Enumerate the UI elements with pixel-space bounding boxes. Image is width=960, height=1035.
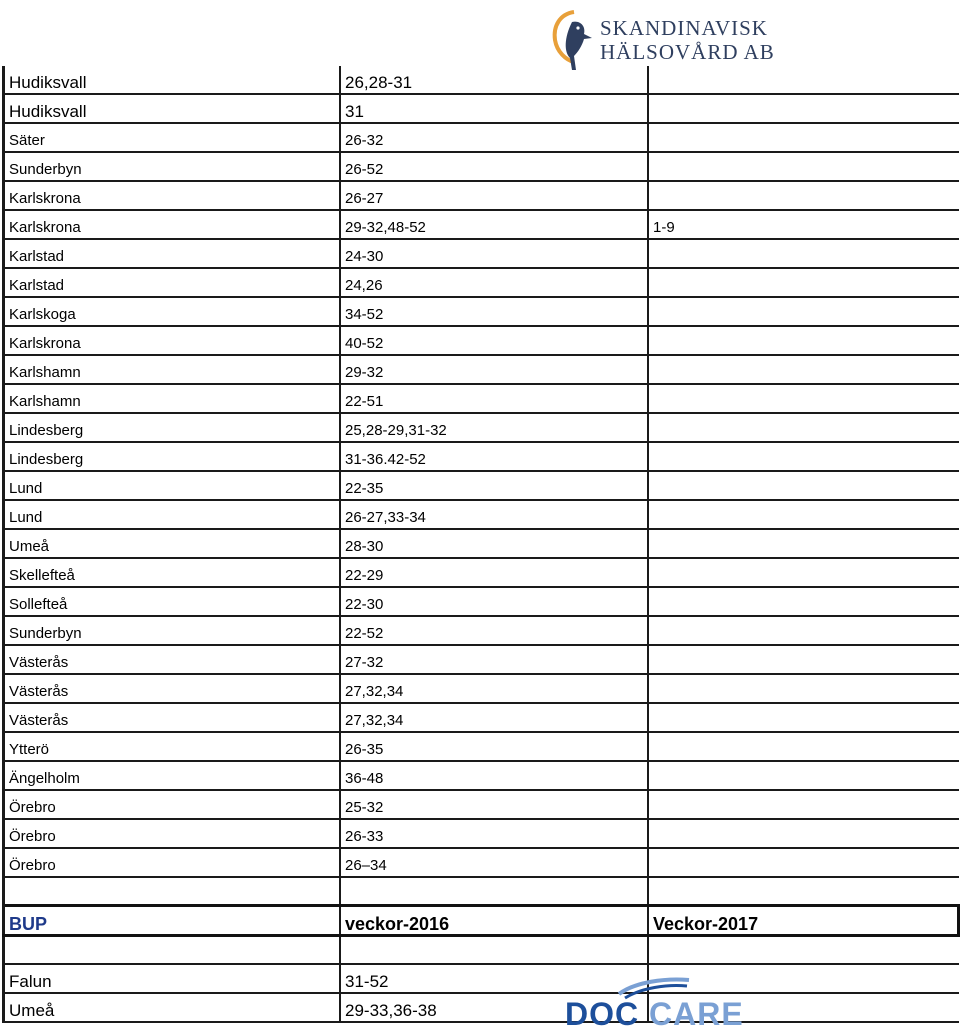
weeks-2017-cell xyxy=(648,471,959,500)
city-cell: Lund xyxy=(4,471,341,500)
table-row xyxy=(4,790,959,819)
city-cell: Karlshamn xyxy=(4,355,341,384)
table-row xyxy=(4,297,959,326)
weeks-2017-cell xyxy=(648,181,959,210)
city-cell: Hudiksvall xyxy=(4,94,341,123)
weeks-2017-cell xyxy=(648,761,959,790)
weeks-2017-cell xyxy=(648,848,959,877)
table-row xyxy=(4,558,959,587)
weeks-2016-cell: 24,26 xyxy=(340,268,648,297)
brand-line-1: SKANDINAVISK xyxy=(600,16,768,40)
empty-cell xyxy=(648,877,959,906)
weeks-2017-cell xyxy=(648,500,959,529)
city-cell: Lund xyxy=(4,500,341,529)
weeks-2017-cell xyxy=(648,239,959,268)
table-row xyxy=(4,239,959,268)
city-cell: Karlstad xyxy=(4,268,341,297)
city-cell: Karlskrona xyxy=(4,210,341,239)
weeks-2017-cell xyxy=(648,616,959,645)
brand-doc: DOC xyxy=(565,996,640,1032)
table-row xyxy=(4,732,959,761)
city-cell: Umeå xyxy=(4,529,341,558)
weeks-2016-cell: 24-30 xyxy=(340,239,648,268)
city-cell: Örebro xyxy=(4,819,341,848)
weeks-2017-cell xyxy=(648,94,959,123)
city-cell: Ängelholm xyxy=(4,761,341,790)
table-row xyxy=(4,877,959,906)
weeks-2016-cell: 27-32 xyxy=(340,645,648,674)
table-row xyxy=(4,355,959,384)
table-row xyxy=(4,848,959,877)
weeks-2017-cell xyxy=(648,123,959,152)
city-cell: Karlstad xyxy=(4,239,341,268)
weeks-2016-cell: 29-32 xyxy=(340,355,648,384)
city-cell: Lindesberg xyxy=(4,442,341,471)
table-row xyxy=(4,529,959,558)
weeks-2017-cell xyxy=(648,413,959,442)
weeks-2017-cell xyxy=(648,442,959,471)
weeks-2016-cell: 26-52 xyxy=(340,152,648,181)
city-cell: Örebro xyxy=(4,790,341,819)
city-cell: Sunderbyn xyxy=(4,152,341,181)
city-cell: Ytterö xyxy=(4,732,341,761)
bird-silhouette-icon xyxy=(550,8,598,74)
weeks-2016-cell: 36-48 xyxy=(340,761,648,790)
weeks-2016-cell: 22-35 xyxy=(340,471,648,500)
table-row xyxy=(4,326,959,355)
weeks-2016-cell: 31-52 xyxy=(340,964,648,993)
weeks-2016-header: veckor-2016 xyxy=(340,906,648,936)
table-row xyxy=(4,936,959,965)
table-row xyxy=(4,703,959,732)
weeks-2016-cell: 29-33,36-38 xyxy=(340,993,648,1022)
weeks-2016-cell: 26–34 xyxy=(340,848,648,877)
city-cell: Sollefteå xyxy=(4,587,341,616)
weeks-2017-cell xyxy=(648,732,959,761)
weeks-2017-cell xyxy=(648,703,959,732)
placement-table xyxy=(2,66,960,1023)
doc-care-logo xyxy=(565,972,745,1032)
table-row xyxy=(4,181,959,210)
empty-cell xyxy=(340,936,648,965)
brand-care: CARE xyxy=(649,996,744,1032)
weeks-2016-cell: 26,28-31 xyxy=(340,66,648,94)
city-cell: Sunderbyn xyxy=(4,616,341,645)
city-cell: Örebro xyxy=(4,848,341,877)
weeks-2016-cell: 34-52 xyxy=(340,297,648,326)
weeks-2017-cell xyxy=(648,529,959,558)
table-row xyxy=(4,471,959,500)
city-cell: Umeå xyxy=(4,993,341,1022)
empty-cell xyxy=(648,936,959,965)
weeks-2017-cell xyxy=(648,790,959,819)
table-row xyxy=(4,152,959,181)
weeks-2016-cell: 25-32 xyxy=(340,790,648,819)
table-row xyxy=(4,674,959,703)
weeks-2016-cell: 26-32 xyxy=(340,123,648,152)
table-row xyxy=(4,94,959,123)
weeks-2017-cell xyxy=(648,674,959,703)
table-row xyxy=(4,123,959,152)
city-cell: Västerås xyxy=(4,674,341,703)
empty-cell xyxy=(4,877,341,906)
table-row xyxy=(4,993,959,1022)
city-cell: Karlshamn xyxy=(4,384,341,413)
city-cell: Skellefteå xyxy=(4,558,341,587)
weeks-2016-cell: 40-52 xyxy=(340,326,648,355)
table-row xyxy=(4,964,959,993)
table-row xyxy=(4,210,959,239)
weeks-2017-cell: 1-9 xyxy=(648,210,959,239)
table-row xyxy=(4,819,959,848)
weeks-2016-cell: 26-27 xyxy=(340,181,648,210)
table-body xyxy=(4,66,959,1022)
weeks-2016-cell: 31-36.42-52 xyxy=(340,442,648,471)
brand-line-2: HÄLSOVÅRD AB xyxy=(600,40,775,64)
weeks-2016-cell: 26-33 xyxy=(340,819,648,848)
weeks-2016-cell: 22-51 xyxy=(340,384,648,413)
weeks-2016-cell: 22-29 xyxy=(340,558,648,587)
weeks-2016-cell: 27,32,34 xyxy=(340,703,648,732)
weeks-2016-cell: 25,28-29,31-32 xyxy=(340,413,648,442)
skandinavisk-halsovard-logo xyxy=(550,8,775,74)
table-row xyxy=(4,645,959,674)
empty-cell xyxy=(340,877,648,906)
weeks-2017-cell xyxy=(648,152,959,181)
city-cell: Karlskrona xyxy=(4,181,341,210)
weeks-2017-cell xyxy=(648,645,959,674)
city-cell: Karlskrona xyxy=(4,326,341,355)
bup-section-header: BUP xyxy=(4,906,341,936)
city-cell: Säter xyxy=(4,123,341,152)
weeks-2017-cell xyxy=(648,326,959,355)
city-cell: Västerås xyxy=(4,645,341,674)
weeks-2016-cell: 31 xyxy=(340,94,648,123)
weeks-2017-cell xyxy=(648,819,959,848)
table-row xyxy=(4,587,959,616)
weeks-2016-cell: 28-30 xyxy=(340,529,648,558)
empty-cell xyxy=(4,936,341,965)
weeks-2017-header: Veckor-2017 xyxy=(648,906,959,936)
weeks-2016-cell: 22-30 xyxy=(340,587,648,616)
brand-text xyxy=(565,996,744,1033)
weeks-2016-cell: 29-32,48-52 xyxy=(340,210,648,239)
table-row xyxy=(4,761,959,790)
weeks-2016-cell: 27,32,34 xyxy=(340,674,648,703)
weeks-2017-cell xyxy=(648,297,959,326)
weeks-2017-cell xyxy=(648,384,959,413)
table-row xyxy=(4,66,959,94)
city-cell: Hudiksvall xyxy=(4,66,341,94)
weeks-2016-cell: 22-52 xyxy=(340,616,648,645)
city-cell: Västerås xyxy=(4,703,341,732)
table-row xyxy=(4,268,959,297)
table-row xyxy=(4,616,959,645)
table-row xyxy=(4,442,959,471)
weeks-2017-cell xyxy=(648,558,959,587)
table-row xyxy=(4,906,959,936)
table-row xyxy=(4,384,959,413)
weeks-2017-cell xyxy=(648,268,959,297)
weeks-2017-cell xyxy=(648,355,959,384)
city-cell: Lindesberg xyxy=(4,413,341,442)
weeks-2016-cell: 26-35 xyxy=(340,732,648,761)
weeks-2016-cell: 26-27,33-34 xyxy=(340,500,648,529)
table-row xyxy=(4,413,959,442)
city-cell: Falun xyxy=(4,964,341,993)
weeks-2017-cell xyxy=(648,587,959,616)
city-cell: Karlskoga xyxy=(4,297,341,326)
table-row xyxy=(4,500,959,529)
weeks-2017-cell xyxy=(648,66,959,94)
